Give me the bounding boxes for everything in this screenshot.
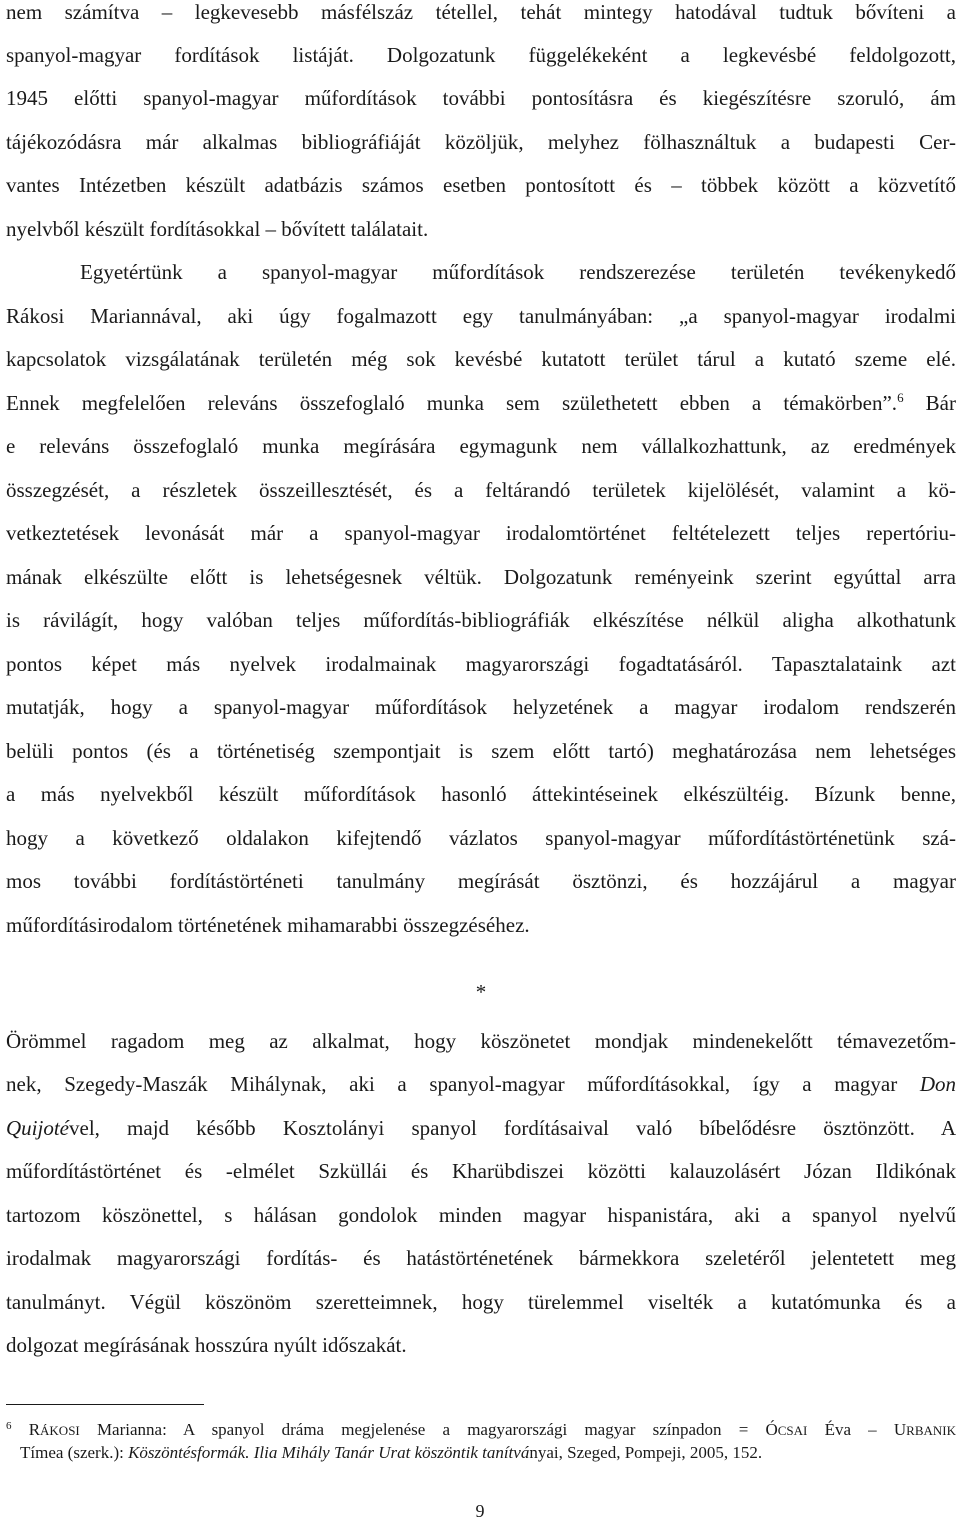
- italic-title: Quijoté: [6, 1116, 69, 1140]
- text-line: mának elkészülte előtt is lehetségesnek véltük. Dolgozatunk reményeink szerint egyúttal arra: [6, 565, 956, 589]
- footnote-editor-rest: CSAI: [777, 1423, 808, 1438]
- text-span: vel, majd később Kosztolányi spanyol fordításaival való bíbelődésre ösztönzött. A: [69, 1116, 956, 1140]
- text-line: nem számítva – legkevesebb másfélszáz tétellel, tehát mintegy hatodával tudtuk bővíteni a: [6, 0, 956, 24]
- text-line: mutatják, hogy a spanyol-magyar műfordítások helyzetének a magyar irodalom rendszerén: [6, 695, 956, 719]
- text-span: Ennek megfelelően releváns összefoglaló munka sem születhetett ebben a témakörben”.: [6, 391, 898, 415]
- text-line: kapcsolatok vizsgálatának területén még sok kevésbé kutatott terület tárul a kutató szeme elé.: [6, 347, 956, 371]
- text-line: tájékozódásra már alkalmas bibliográfiáját közöljük, melyhez fölhasználtuk a budapesti Cer-: [6, 130, 956, 154]
- page-number: 9: [475, 1501, 485, 1521]
- text-line: [6, 1069, 956, 1099]
- text-line: [6, 388, 956, 418]
- text-line: összegzését, a részletek összeillesztését, és a feltárandó területek kijelölését, valamint a kö-: [6, 478, 956, 502]
- text-line: vetkeztetések levonását már a spanyol-magyar irodalomtörténet feltételezett teljes repertóriu-: [6, 521, 956, 545]
- footnote-author-rest: ÁKOSI: [40, 1423, 80, 1438]
- footnote-number: 6: [6, 1420, 12, 1432]
- text-line: Rákosi Mariannával, aki úgy fogalmazott egy tanulmányában: „a spanyol-magyar irodalmi: [6, 304, 956, 328]
- footnote-editor-initial: U: [893, 1420, 907, 1439]
- footnote-author-initial: R: [28, 1420, 41, 1439]
- text-line: belüli pontos (és a történetiség szempontjait is szem előtt tartó) meghatározása nem lehetséges: [6, 739, 956, 763]
- footnote-divider: [6, 1404, 204, 1405]
- text-line: tanulmányt. Végül köszönöm szeretteimnek, hogy türelemmel viselték a kutatómunka és a: [6, 1290, 956, 1314]
- text-line: pontos képet más nyelvek irodalmainak magyarországi fogadtatásáról. Tapasztalataink azt: [6, 652, 956, 676]
- text-line: irodalmak magyarországi fordítás- és hatástörténetének bármekkora szeletéről jelentetett meg: [6, 1246, 956, 1270]
- text-line: tartozom köszönettel, s hálásan gondolok minden magyar hispanistára, aki a spanyol nyelvű: [6, 1203, 956, 1227]
- text-line: 1945 előtti spanyol-magyar műfordítások további pontosításra és kiegészítésre szoruló, ám: [6, 86, 956, 110]
- footnote-line: [20, 1442, 956, 1464]
- text-line: mos további fordítástörténeti tanulmány megírását ösztönzi, és hozzájárul a magyar: [6, 869, 956, 893]
- text-line: e releváns összefoglaló munka megírására egymagunk nem vállalkozhattunk, az eredmények: [6, 434, 956, 458]
- footnote-text: nyai, Szeged, Pompeji, 2005, 152.: [529, 1443, 763, 1462]
- text-line: Örömmel ragadom meg az alkalmat, hogy köszönetet mondjak mindenekelőtt témavezetőm-: [6, 1029, 956, 1053]
- text-line: a más nyelvekből készült műfordítások hasonló áttekintéseinek elkészültéig. Bízunk benne,: [6, 782, 956, 806]
- text-line: [6, 1113, 956, 1143]
- italic-title: Don: [919, 1072, 956, 1096]
- text-span: Bár: [903, 391, 956, 415]
- text-line: műfordításirodalom történetének mihamarabbi összegzéséhez.: [6, 913, 530, 937]
- text-line: vantes Intézetben készült adatbázis számos esetben pontosított és – többek között a közvetítő: [6, 173, 956, 197]
- text-line: is rávilágít, hogy valóban teljes műfordítás-bibliográfiák elkészítése nélkül aligha alkothatunk: [6, 608, 956, 632]
- footnote-text: Tímea (szerk.):: [20, 1443, 129, 1462]
- text-line: dolgozat megírásának hosszúra nyúlt időszakát.: [6, 1333, 407, 1357]
- footnote-italic-title: Köszöntésformák. Ilia Mihály Tanár Urat köszöntik tanítvá: [128, 1443, 530, 1462]
- footnote-reference[interactable]: 6: [897, 390, 904, 405]
- text-line: spanyol-magyar fordítások listáját. Dolgozatunk függelékeként a legkevésbé feldolgozott,: [6, 43, 956, 67]
- footnote-editor-initial: Ó: [765, 1420, 778, 1439]
- text-line: műfordítástörténet és -elmélet Szküllái és Kharübdiszei közötti kalauzolásért Józan Ildikónak: [6, 1159, 956, 1183]
- text-span: nek, Szegedy-Maszák Mihálynak, aki a spanyol-magyar műfordításokkal, így a magyar: [6, 1072, 920, 1096]
- text-line: hogy a következő oldalakon kifejtendő vázlatos spanyol-magyar műfordítástörténetünk szá-: [6, 826, 956, 850]
- text-line: nyelvből készült fordításokkal – bővített találatait.: [6, 217, 429, 241]
- footnote-text: Marianna: A spanyol dráma megjelenése a magyarországi magyar színpadon =: [79, 1420, 766, 1439]
- section-separator: *: [475, 980, 487, 1004]
- footnote-line: [6, 1419, 956, 1441]
- text-line: Egyetértünk a spanyol-magyar műfordítások rendszerezése területén tevékenykedő: [80, 260, 956, 284]
- footnote-editor-rest: RBANIK: [906, 1423, 956, 1438]
- footnote-text: Éva –: [807, 1420, 894, 1439]
